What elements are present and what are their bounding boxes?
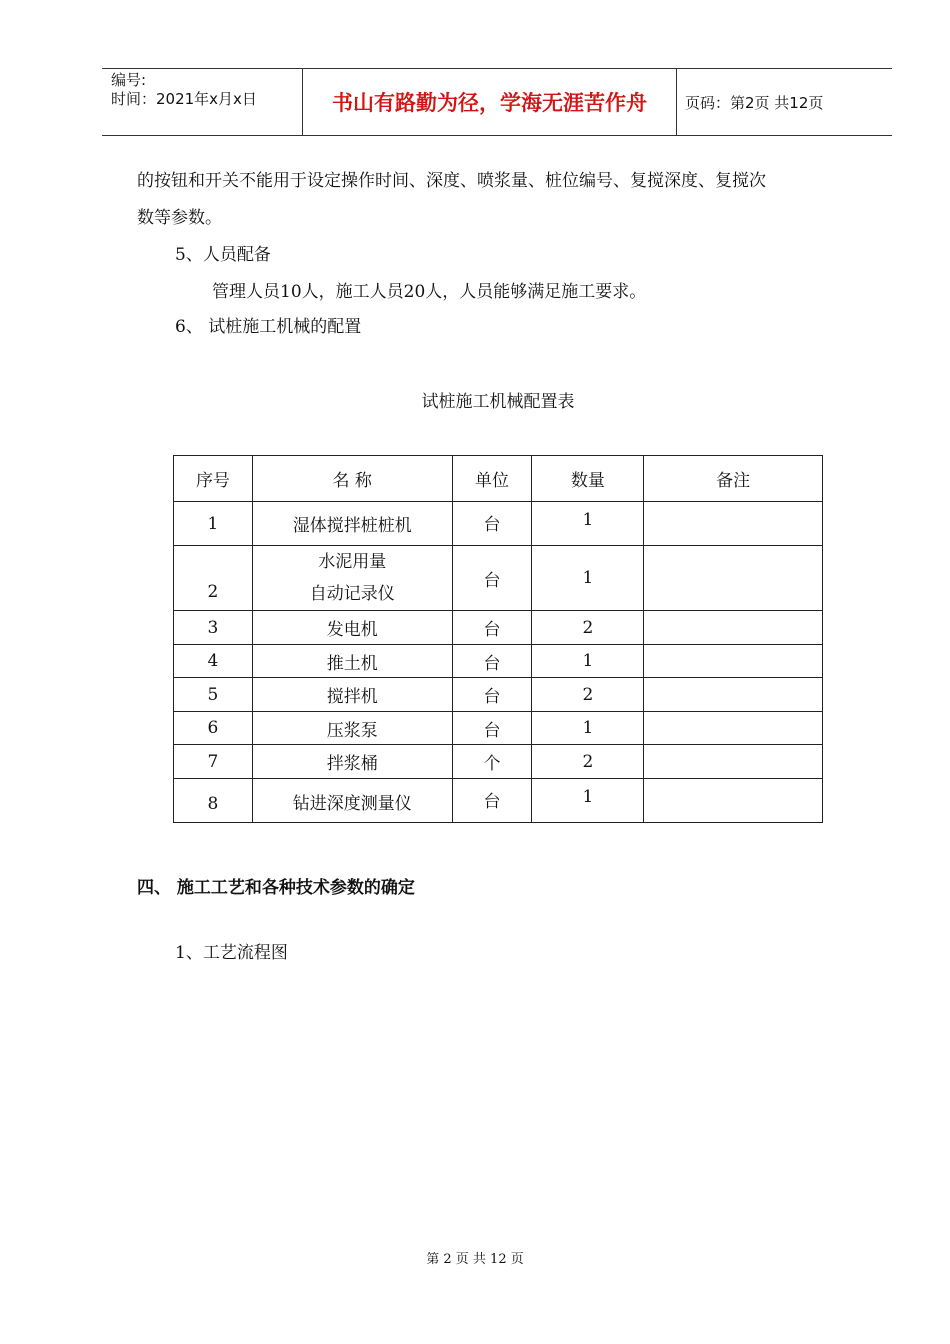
page-header [102,68,892,136]
header-code-label: 编号: [111,71,147,89]
cell-qty: 1 [532,546,644,611]
cell-unit: 台 [452,712,532,745]
cell-name: 发电机 [252,611,452,645]
cell-note [644,502,823,546]
cell-qty: 2 [532,678,644,712]
cell-no: 5 [174,678,253,712]
cell-unit: 台 [452,502,532,546]
cell-no: 3 [174,611,253,645]
cell-unit: 个 [452,745,532,779]
cell-note [644,611,823,645]
header-time-label: 时间：2021年x月x日 [111,90,257,108]
cell-name: 搅拌机 [252,678,452,712]
cell-name [252,546,452,611]
section-item-1: 1、工艺流程图 [175,943,288,963]
cell-note [644,745,823,779]
header-cell-note: 备注 [644,456,823,502]
header-cell-name: 名 称 [252,456,452,502]
item6-title: 6、 试桩施工机械的配置 [175,317,362,337]
cell-note [644,546,823,611]
cell-no: 6 [174,712,253,745]
cell-unit: 台 [452,779,532,823]
cell-name: 推土机 [252,645,452,678]
section-heading: 四、 施工工艺和各种技术参数的确定 [137,878,415,898]
cell-note [644,712,823,745]
cell-qty: 2 [532,611,644,645]
table-row [174,712,823,745]
cell-no: 8 [174,779,253,823]
cell-qty: 1 [532,779,644,823]
table-row [174,745,823,779]
header-cell-unit: 单位 [452,456,532,502]
cell-note [644,678,823,712]
cell-name: 压浆泵 [252,712,452,745]
cell-unit: 台 [452,678,532,712]
item5-text: 管理人员10人，施工人员20人，人员能够满足施工要求。 [212,282,647,302]
header-meta [102,69,303,135]
cell-unit: 台 [452,611,532,645]
cell-no: 1 [174,502,253,546]
paragraph-line-2: 数等参数。 [137,208,222,228]
cell-name: 拌浆桶 [252,745,452,779]
table-row [174,779,823,823]
page-footer: 第 2 页 共 12 页 [426,1252,524,1267]
cell-qty: 1 [532,502,644,546]
cell-unit: 台 [452,645,532,678]
table-caption: 试桩施工机械配置表 [421,392,575,412]
cell-name: 湿体搅拌桩桩机 [252,502,452,546]
cell-name: 钻进深度测量仪 [252,779,452,823]
cell-no: 4 [174,645,253,678]
cell-name-line-1: 水泥用量 [318,552,387,572]
table-row [174,546,823,611]
table-row [174,611,823,645]
header-page-info: 页码：第2页 共12页 [685,93,824,112]
machinery-table [173,455,823,823]
table-row [174,645,823,678]
cell-qty: 1 [532,645,644,678]
cell-qty: 2 [532,745,644,779]
header-cell-qty: 数量 [532,456,644,502]
table-row [174,678,823,712]
cell-name-line-2: 自动记录仪 [309,584,395,604]
cell-unit: 台 [452,546,532,611]
cell-note [644,779,823,823]
cell-no: 2 [174,546,253,611]
header-motto: 书山有路勤为径，学海无涯苦作舟 [303,69,677,135]
table-row [174,502,823,546]
paragraph-line-1: 的按钮和开关不能用于设定操作时间、深度、喷浆量、桩位编号、复搅深度、复搅次 [137,171,766,191]
cell-qty: 1 [532,712,644,745]
item5-title: 5、人员配备 [175,245,271,265]
table-header-row [174,456,823,502]
header-cell-no: 序号 [174,456,253,502]
cell-note [644,645,823,678]
cell-no: 7 [174,745,253,779]
